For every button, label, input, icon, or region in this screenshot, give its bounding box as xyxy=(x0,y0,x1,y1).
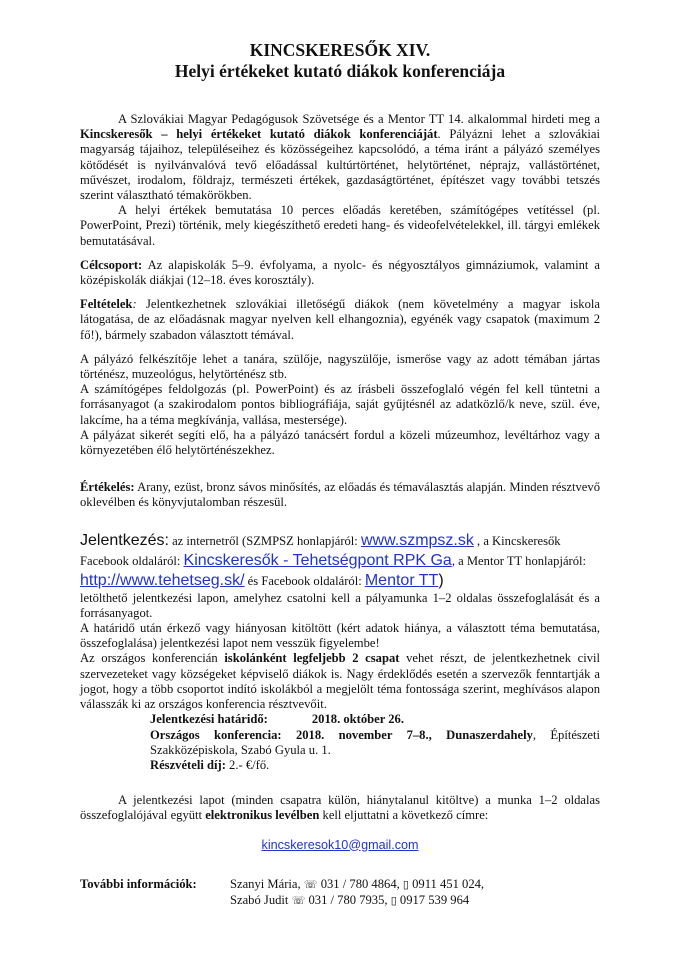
contact-1 xyxy=(230,877,484,893)
fee-row xyxy=(80,758,600,773)
jelentkezes-text-2: , a Kincskeresők Facebook oldaláról: xyxy=(80,533,561,568)
fee-label: Részvételi díj: xyxy=(150,757,226,772)
feltetelek-text: Jelentkezhetnek szlovákiai illetőségű diákok (nem követelmény a magyar iskola látogatása, de az előadásnak magyar nyelven kell elhangoznia), egyénék vagy csapatok (maximum 2 fő!), bármely szabadon választott témával. xyxy=(80,297,600,342)
jelentkezes-text-3: , a Mentor TT honlapjáról: xyxy=(451,553,587,568)
jelentkezes-text-4: és Facebook oldaláról: xyxy=(244,573,365,588)
email-row xyxy=(80,838,600,853)
contact-1-mobile: 0911 451 024, xyxy=(408,876,485,891)
deadline-value: 2018. október 26. xyxy=(311,712,404,727)
jelentkezes-text-1: az internetről (SZMPSZ honlapjáról: xyxy=(168,533,361,548)
intro-bold: Kincskeresők – helyi értékeket kutató diákok konferenciáját xyxy=(80,127,438,142)
info-contacts xyxy=(230,877,484,909)
feltetelek-colon: : xyxy=(132,297,137,312)
rules-text-a: Az országos konferencián xyxy=(80,651,225,666)
feltetelek-paragraph xyxy=(80,297,600,343)
szmpsz-link[interactable]: www.szmpsz.sk xyxy=(360,531,474,549)
ertekeles-label: Értékelés: xyxy=(80,480,135,495)
prep-paragraph-1: A pályázó felkészítője lehet a tanára, szülője, nagyszülője, ismerőse vagy az adott témában jártas történész, muzeológus, helytörténész stb. xyxy=(80,351,600,382)
email-link[interactable]: kincskeresok10@gmail.com xyxy=(261,837,419,852)
prep-paragraph-2: A számítógépes feldolgozás (pl. PowerPoint) és az írásbeli összefoglaló végén fel kell tüntetni a forrásanyagot (a szakirodalom pontos bibliográfiája, saját gyűjtésnél az adatközlő/k neve, szül. éve, lakcíme, ha a téma megkívánja, vallása, mestersége). xyxy=(80,382,600,427)
rules-text-b: vehet részt, de jelentkezhetnek civil szervezeteket vagy községeket képviselő diákok is. Nagy érdeklődés esetén a szervezők fenntartják a jogot, hogy a több csoportot indító iskolákból a megjelölt téma fontossága szerint, meghívásos alapon válasszák ki az országos konferencia résztvevőit. xyxy=(80,651,600,712)
telephone-icon: ☏ xyxy=(291,894,306,907)
jelentkezes-text-6: letölthető jelentkezési lapon, amelyhez csatolni kell a pályamunka 1–2 oldalas összefoglalását és a forrásanyagot. xyxy=(80,590,600,620)
tehetseg-link[interactable]: http://www.tehetseg.sk/ xyxy=(80,571,245,589)
info-label: További információk: xyxy=(80,876,197,891)
ertekeles-text: Arany, ezüst, bronz sávos minősítés, az előadás és témaválasztás alapján. Minden résztvevő oklevélben és könyvjutalomban részesül. xyxy=(80,480,600,510)
conference-rest: , Építészeti Szakközépiskola, Szabó Gyula u. 1. xyxy=(150,727,601,757)
feltetelek-label: Feltételek xyxy=(80,297,133,312)
contact-1-name: Szanyi Mária, xyxy=(230,876,304,891)
fee-value: 2.- €/fő. xyxy=(225,757,270,772)
celcsoport-paragraph xyxy=(80,258,600,288)
prep-paragraph-3: A pályázat sikerét segíti elő, ha a pályázó tanácsért fordul a közeli múzeumhoz, levéltárhoz vagy a környezetében élő helytörténészekhez. xyxy=(80,427,600,458)
mobile-phone-icon: ▯ xyxy=(402,878,409,891)
submission-text-2: kell eljuttatni a következő címre: xyxy=(319,808,489,823)
celcsoport-text: Az alapiskolák 5–9. évfolyama, a nyolc- és négyosztályos gimnáziumok, valamint a középiskolák diákjai (12–18. éves korosztály). xyxy=(80,257,600,288)
jelentkezes-label: Jelentkezés: xyxy=(80,531,169,549)
dates-block xyxy=(80,712,600,727)
telephone-icon: ☏ xyxy=(303,878,318,891)
contact-2 xyxy=(230,893,484,909)
intro-paragraph xyxy=(80,112,600,203)
rules-paragraph-2 xyxy=(80,651,600,712)
conference-row xyxy=(80,728,600,758)
intro-text-2: . Pályázni lehet a szlovákiai magyarság tájaihoz, településeihez és közösségeihez kapcsolódó, a téma iránt a pályázó személyes kötődését is nyilvánvalóvá tevő előadással kultúrtörténet, helytörténet, néprajz, vallástörténet, művészet, irodalom, földrajz, természeti értékek, gazdaságtörténet, építészet vagy további tetszés szerint választható témakörökben. xyxy=(80,127,600,203)
submission-bold: elektronikus levélben xyxy=(205,808,320,823)
title-line-2: Helyi értékeket kutató diákok konferenciája xyxy=(174,61,506,81)
kincskeresok-facebook-link[interactable]: Kincskeresők - Tehetségpont RPK Ga xyxy=(183,551,452,569)
submission-paragraph xyxy=(80,793,600,823)
ertekeles-paragraph xyxy=(80,480,600,510)
contact-2-mobile: 0917 539 964 xyxy=(396,892,470,907)
contact-2-name: Szabó Judit xyxy=(230,892,292,907)
info-block xyxy=(80,877,600,909)
submission-text-1: A jelentkezési lapot (minden csapatra külön, hiánytalanul kitöltve) a munka 1–2 oldalas összefoglalójával együtt xyxy=(80,793,600,823)
document-page xyxy=(80,40,600,909)
rules-paragraph-1: A határidő után érkező vagy hiányosan kitöltött (kért adatok hiánya, a választott téma bemutatása, összefoglalása) jelentkezési lapot nem vesszük figyelembe! xyxy=(80,621,600,651)
page-title xyxy=(80,40,600,82)
intro-text: A Szlovákiai Magyar Pedagógusok Szövetsége és a Mentor TT 14. alkalommal hirdeti meg a xyxy=(118,112,600,126)
jelentkezes-text-5: ) xyxy=(438,571,444,589)
conference-bold: Országos konferencia: 2018. november 7–8., Dunaszerdahely xyxy=(150,727,533,742)
mobile-phone-icon: ▯ xyxy=(390,894,397,907)
mentor-tt-facebook-link[interactable]: Mentor TT xyxy=(364,571,439,589)
deadline-row xyxy=(150,712,600,727)
contact-1-phone: 031 / 780 4864, xyxy=(317,876,403,891)
jelentkezes-paragraph xyxy=(80,531,600,591)
intro-paragraph-2: A helyi értékek bemutatása 10 perces előadás keretében, számítógépes vetítéssel (pl. PowerPoint, Prezi) történik, mely kiegészíthető eredeti hang- és videofelvételekkel, ill. tárgyi emlékek bemutatásával. xyxy=(80,203,600,248)
deadline-label: Jelentkezési határidő: xyxy=(150,712,268,727)
rules-bold: iskolánként legfeljebb 2 csapat xyxy=(224,651,400,666)
title-line-1: KINCSKERESŐK XIV. xyxy=(249,40,431,60)
contact-2-phone: 031 / 780 7935, xyxy=(305,892,391,907)
celcsoport-label: Célcsoport: xyxy=(80,257,143,272)
